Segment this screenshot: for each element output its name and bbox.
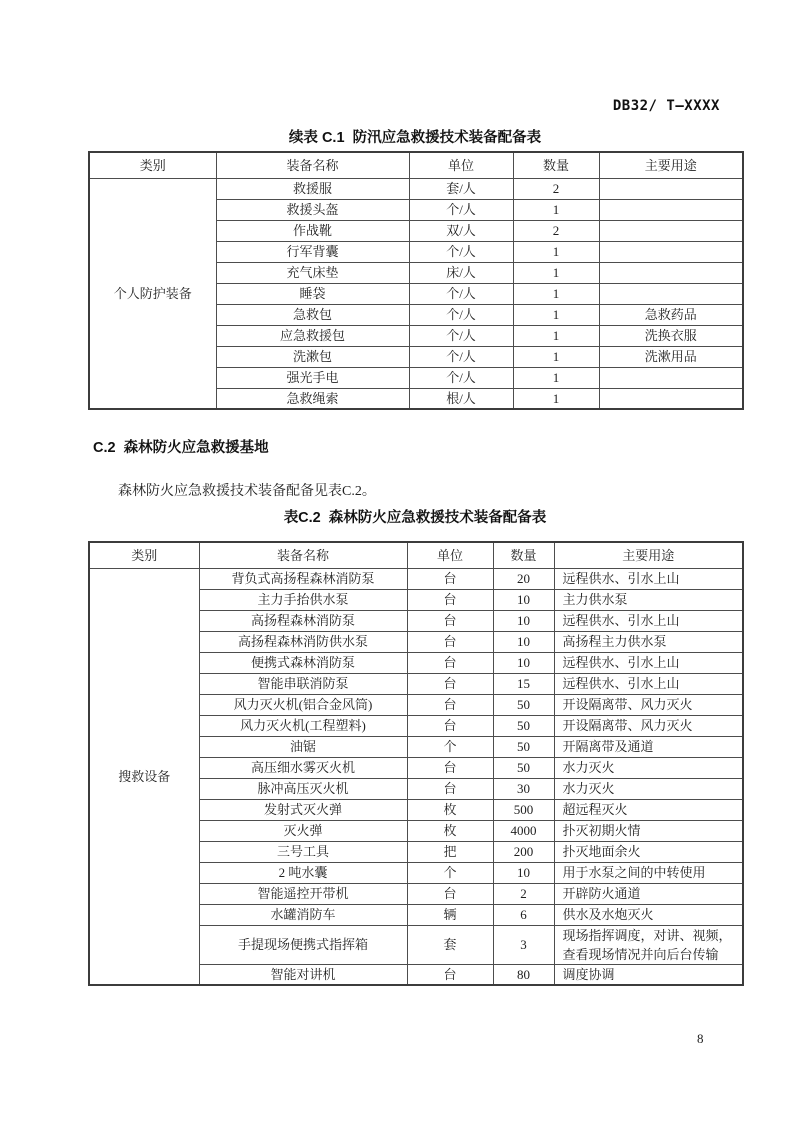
table-c2-title: 表C.2 森林防火应急救援技术装备配备表 [283,510,547,526]
cell-use: 主力供水泵 [554,589,743,610]
cell-qty: 1 [513,367,599,388]
cell-unit: 台 [407,778,493,799]
cell-qty: 80 [493,964,554,985]
cell-use: 扑灭初期火情 [554,820,743,841]
cell-use: 远程供水、引水上山 [554,610,743,631]
cell-name: 智能对讲机 [199,964,407,985]
cell-unit: 台 [407,883,493,904]
cell-qty: 50 [493,736,554,757]
cell-unit: 个/人 [409,283,513,304]
cell-name: 急救绳索 [216,388,409,409]
cell-unit: 个 [407,736,493,757]
section-paragraph: 森林防火应急救援技术装备配备见表C.2。 [118,484,376,499]
cell-name: 手提现场便携式指挥箱 [199,925,407,964]
cell-name: 作战靴 [216,220,409,241]
table-c2-header [89,542,743,568]
cell-unit: 辆 [407,904,493,925]
cell-unit: 个/人 [409,199,513,220]
cell-qty: 15 [493,673,554,694]
column-header-category: 类别 [89,152,216,178]
cell-unit: 台 [407,673,493,694]
cell-use [599,367,743,388]
cell-use [599,283,743,304]
cell-use: 开设隔离带、风力灭火 [554,715,743,736]
cell-unit: 台 [407,964,493,985]
cell-unit: 床/人 [409,262,513,283]
cell-qty: 10 [493,652,554,673]
cell-unit: 个/人 [409,325,513,346]
cell-use: 远程供水、引水上山 [554,652,743,673]
category-cell: 个人防护装备 [89,178,216,409]
cell-qty: 30 [493,778,554,799]
cell-use: 高扬程主力供水泵 [554,631,743,652]
cell-use [599,241,743,262]
cell-qty: 2 [513,178,599,199]
cell-name: 三号工具 [199,841,407,862]
cell-unit: 台 [407,694,493,715]
cell-name: 便携式森林消防泵 [199,652,407,673]
cell-use: 用于水泵之间的中转使用 [554,862,743,883]
cell-qty: 20 [493,568,554,589]
cell-qty: 500 [493,799,554,820]
cell-qty: 10 [493,631,554,652]
column-header-main-use: 主要用途 [599,152,743,178]
cell-use [599,178,743,199]
cell-qty: 3 [493,925,554,964]
cell-qty: 10 [493,862,554,883]
cell-use: 水力灭火 [554,778,743,799]
cell-name: 智能串联消防泵 [199,673,407,694]
cell-name: 主力手抬供水泵 [199,589,407,610]
column-header-equipment-name: 装备名称 [216,152,409,178]
cell-name: 风力灭火机(铝合金风筒) [199,694,407,715]
cell-name: 应急救援包 [216,325,409,346]
cell-name: 救援服 [216,178,409,199]
cell-qty: 2 [513,220,599,241]
column-header-unit: 单位 [409,152,513,178]
column-header-unit: 单位 [407,542,493,568]
cell-qty: 6 [493,904,554,925]
cell-name: 高扬程森林消防泵 [199,610,407,631]
cell-unit: 套 [407,925,493,964]
standard-doc-code: DB32/ T—XXXX [612,98,720,114]
cell-qty: 1 [513,346,599,367]
cell-unit: 台 [407,757,493,778]
cell-unit: 台 [407,610,493,631]
cell-qty: 10 [493,610,554,631]
cell-use: 供水及水炮灭火 [554,904,743,925]
cell-use [599,220,743,241]
cell-unit: 台 [407,715,493,736]
cell-name: 风力灭火机(工程塑料) [199,715,407,736]
cell-use: 调度协调 [554,964,743,985]
cell-name: 高扬程森林消防供水泵 [199,631,407,652]
page-number: 8 [697,1031,704,1046]
cell-use: 开辟防火通道 [554,883,743,904]
cell-qty: 1 [513,325,599,346]
cell-use [599,262,743,283]
table-c1-body [89,178,743,409]
cell-use: 开设隔离带、风力灭火 [554,694,743,715]
cell-name: 高压细水雾灭火机 [199,757,407,778]
cell-name: 强光手电 [216,367,409,388]
cell-name: 水罐消防车 [199,904,407,925]
cell-use: 现场指挥调度，对讲、视频，查看现场情况并向后台传输 [554,925,743,964]
cell-qty: 50 [493,715,554,736]
cell-name: 行军背囊 [216,241,409,262]
cell-unit: 把 [407,841,493,862]
cell-use: 急救药品 [599,304,743,325]
table-c1 [88,151,744,410]
cell-unit: 台 [407,568,493,589]
header-row [89,542,743,568]
cell-use: 水力灭火 [554,757,743,778]
table-c1-header [89,152,743,178]
cell-unit: 个 [407,862,493,883]
cell-unit: 台 [407,589,493,610]
cell-use: 扑灭地面余火 [554,841,743,862]
cell-qty: 1 [513,283,599,304]
cell-name: 睡袋 [216,283,409,304]
table-c2 [88,541,744,986]
cell-unit: 根/人 [409,388,513,409]
cell-qty: 10 [493,589,554,610]
column-header-quantity: 数量 [493,542,554,568]
cell-use: 洗换衣服 [599,325,743,346]
cell-unit: 枚 [407,820,493,841]
cell-unit: 个/人 [409,304,513,325]
cell-qty: 2 [493,883,554,904]
column-header-main-use: 主要用途 [554,542,743,568]
cell-use: 远程供水、引水上山 [554,568,743,589]
cell-unit: 双/人 [409,220,513,241]
column-header-equipment-name: 装备名称 [199,542,407,568]
category-cell: 搜救设备 [89,568,199,985]
section-heading-c2: C.2 森林防火应急救援基地 [93,440,269,456]
cell-name: 救援头盔 [216,199,409,220]
cell-unit: 个/人 [409,367,513,388]
column-header-category: 类别 [89,542,199,568]
cell-qty: 1 [513,388,599,409]
cell-qty: 200 [493,841,554,862]
cell-unit: 台 [407,631,493,652]
cell-unit: 枚 [407,799,493,820]
table-c1-title: 续表 C.1 防汛应急救援技术装备配备表 [288,130,542,146]
cell-use [599,199,743,220]
cell-use: 洗漱用品 [599,346,743,367]
cell-name: 急救包 [216,304,409,325]
cell-unit: 个/人 [409,346,513,367]
cell-unit: 台 [407,652,493,673]
cell-qty: 1 [513,241,599,262]
cell-name: 背负式高扬程森林消防泵 [199,568,407,589]
table-row [89,178,743,199]
header-row [89,152,743,178]
cell-use [599,388,743,409]
table-c2-body [89,568,743,985]
cell-qty: 1 [513,304,599,325]
cell-name: 充气床垫 [216,262,409,283]
cell-qty: 1 [513,199,599,220]
cell-name: 智能遥控开带机 [199,883,407,904]
cell-qty: 4000 [493,820,554,841]
column-header-quantity: 数量 [513,152,599,178]
cell-name: 脉冲高压灭火机 [199,778,407,799]
cell-name: 发射式灭火弹 [199,799,407,820]
cell-unit: 个/人 [409,241,513,262]
table-row [89,568,743,589]
cell-qty: 50 [493,694,554,715]
cell-name: 灭火弹 [199,820,407,841]
cell-use: 开隔离带及通道 [554,736,743,757]
cell-name: 油锯 [199,736,407,757]
cell-qty: 1 [513,262,599,283]
cell-use: 远程供水、引水上山 [554,673,743,694]
cell-unit: 套/人 [409,178,513,199]
cell-use: 超远程灭火 [554,799,743,820]
cell-name: 2 吨水囊 [199,862,407,883]
cell-qty: 50 [493,757,554,778]
cell-name: 洗漱包 [216,346,409,367]
